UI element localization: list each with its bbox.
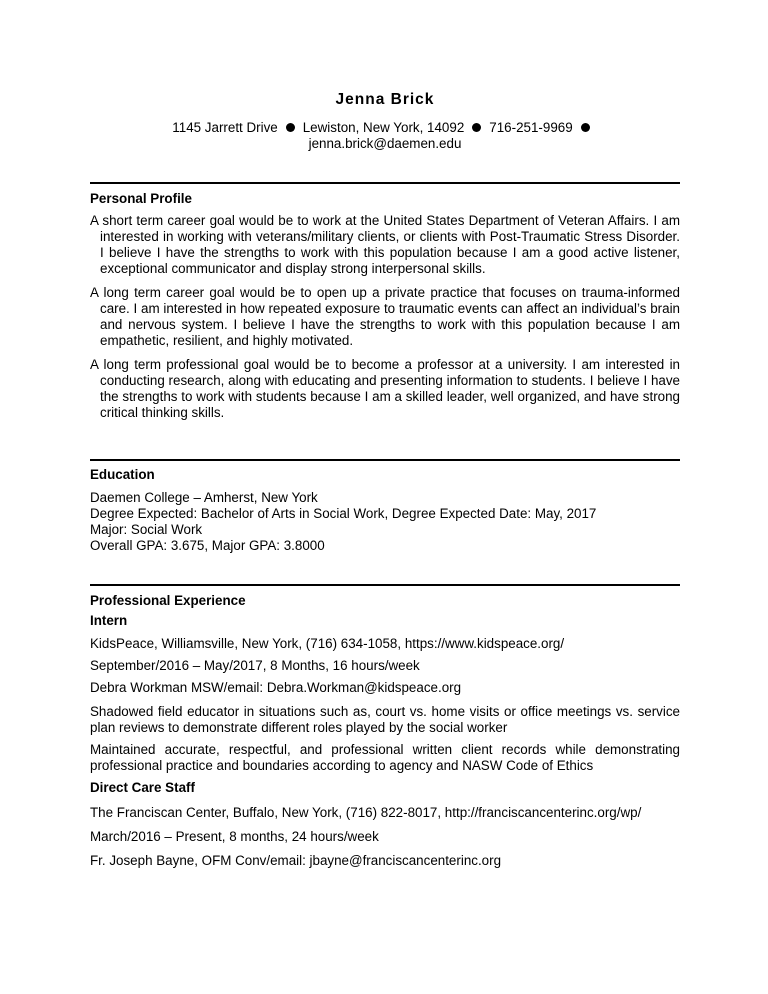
job-organization: The Franciscan Center, Buffalo, New York, (716) 822-8017, http://franciscancenterinc.org/wp/ xyxy=(90,805,642,820)
job-dates: September/2016 – May/2017, 8 Months, 16 hours/week xyxy=(90,658,420,673)
address-street: 1145 Jarrett Drive xyxy=(172,120,278,135)
section-title: Professional Experience xyxy=(90,593,246,608)
profile-paragraph: A short term career goal would be to work at the United States Department of Veteran Affairs. I am interested in working with veterans/military clients, or clients with Post-Traumatic Stress Disorder. I believe I have the strengths to work with this population because I am a good active listener, exceptional communicator and display strong interpersonal skills. xyxy=(90,213,680,276)
address-city: Lewiston, New York, 14092 xyxy=(302,120,465,135)
education-line: Degree Expected: Bachelor of Arts in Social Work, Degree Expected Date: May, 2017 xyxy=(90,506,597,521)
job-contact: Debra Workman MSW/email: Debra.Workman@kidspeace.org xyxy=(90,680,462,695)
contact-line xyxy=(90,120,680,136)
section-divider xyxy=(90,182,680,184)
education-details xyxy=(90,490,680,554)
bullet-dot-icon xyxy=(472,123,481,132)
education-line: Overall GPA: 3.675, Major GPA: 3.8000 xyxy=(90,538,325,553)
job-duty: Maintained accurate, respectful, and professional written client records while demonstrating professional practice and boundaries according to agency and NASW Code of Ethics xyxy=(90,742,680,773)
education-line: Major: Social Work xyxy=(90,522,203,537)
profile-paragraph: A long term career goal would be to open up a private practice that focuses on trauma-informed care. I am interested in how repeated exposure to traumatic events can affect an individual’s brain and nervous system. I believe I have the strengths to work with this population because I am empathetic, resilient, and highly motivated. xyxy=(90,285,680,348)
bullet-dot-icon xyxy=(581,123,590,132)
job-role: Direct Care Staff xyxy=(90,780,195,795)
phone-number: 716-251-9969 xyxy=(489,120,573,135)
section-title: Education xyxy=(90,467,155,482)
section-divider xyxy=(90,459,680,461)
contact-block xyxy=(90,120,680,152)
education-section xyxy=(90,459,680,554)
profile-paragraph: A long term professional goal would be to become a professor at a university. I am interested in conducting research, along with educating and presenting information to students. I believe I have the strengths to work with students because I am a skilled leader, well organized, and have strong critical thinking skills. xyxy=(90,357,680,420)
section-title: Personal Profile xyxy=(90,191,192,206)
candidate-name: Jenna Brick xyxy=(335,91,435,108)
job-role: Intern xyxy=(90,613,128,628)
job-contact: Fr. Joseph Bayne, OFM Conv/email: jbayne@franciscancenterinc.org xyxy=(90,853,502,868)
job-organization: KidsPeace, Williamsville, New York, (716) 634-1058, https://www.kidspeace.org/ xyxy=(90,636,565,651)
email-address: jenna.brick@daemen.edu xyxy=(308,136,462,151)
job-duty: Shadowed field educator in situations such as, court vs. home visits or office meetings vs. service plan reviews to demonstrate different roles played by the social worker xyxy=(90,704,680,735)
bullet-dot-icon xyxy=(286,123,295,132)
education-line: Daemen College – Amherst, New York xyxy=(90,490,318,505)
job-dates: March/2016 – Present, 8 months, 24 hours/week xyxy=(90,829,379,844)
experience-section xyxy=(90,584,680,869)
profile-section xyxy=(90,182,680,421)
section-divider xyxy=(90,584,680,586)
